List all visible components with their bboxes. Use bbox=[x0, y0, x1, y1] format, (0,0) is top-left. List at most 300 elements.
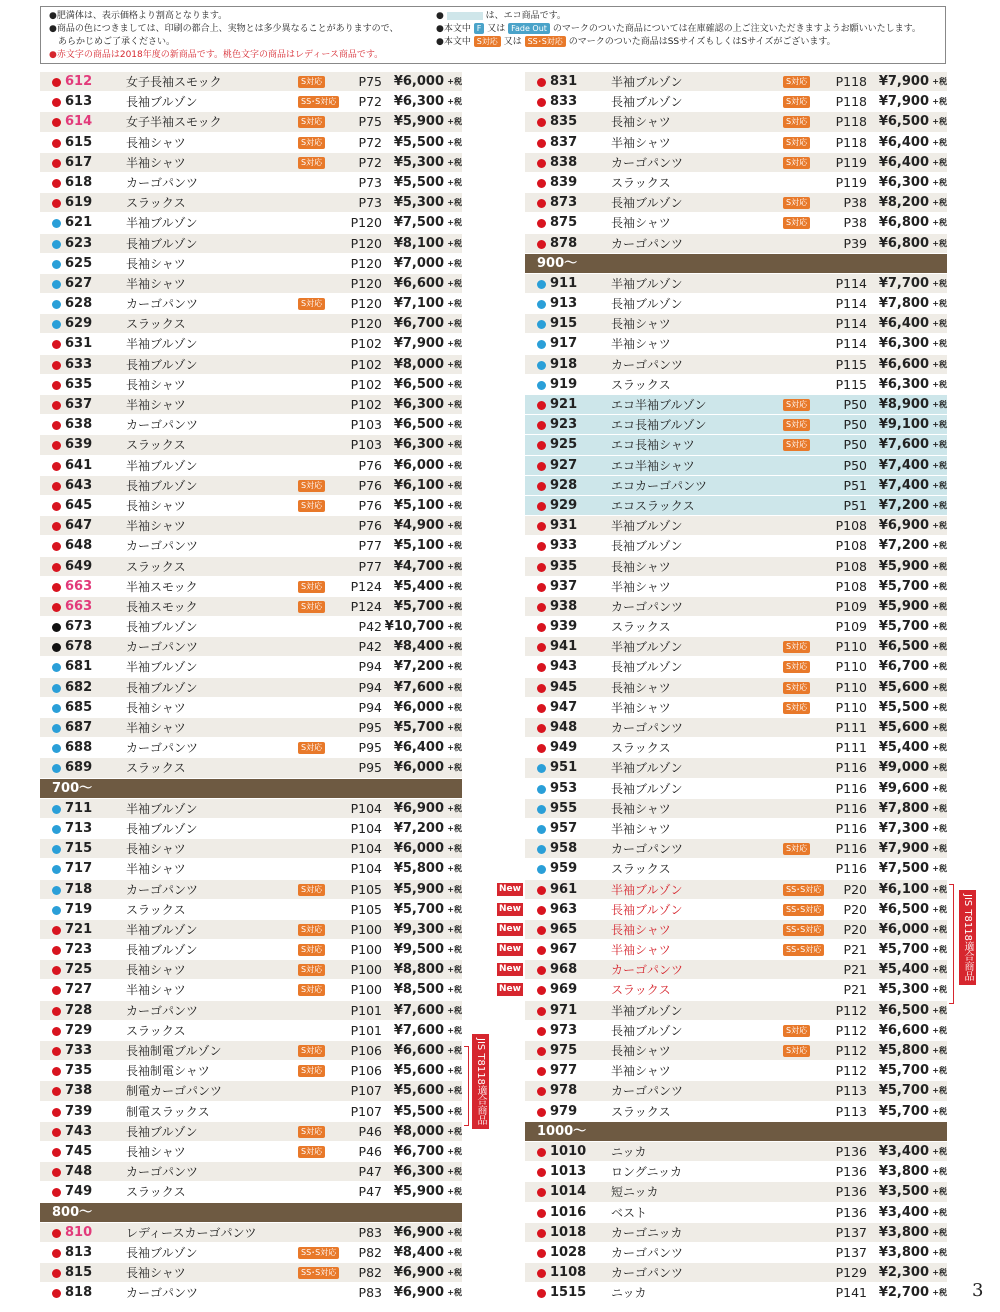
product-name: 長袖シャツ bbox=[611, 922, 671, 937]
product-name: 半袖ブルゾン bbox=[611, 640, 683, 655]
product-name: 長袖ブルゾン bbox=[611, 902, 683, 917]
size-badge: S対応 bbox=[298, 500, 325, 512]
product-row bbox=[40, 72, 462, 92]
product-code: 1108 bbox=[550, 1265, 587, 1281]
product-code: 619 bbox=[65, 195, 93, 211]
product-name: 半袖シャツ bbox=[126, 398, 186, 412]
product-row bbox=[40, 678, 462, 698]
tax-label: +税 bbox=[447, 420, 462, 430]
color-dot-icon bbox=[52, 1128, 61, 1137]
product-row bbox=[40, 920, 462, 940]
tax-label: +税 bbox=[447, 359, 462, 369]
catalog-page: P94 bbox=[358, 659, 382, 675]
tax-label: +税 bbox=[447, 117, 462, 127]
product-code: 645 bbox=[65, 497, 93, 513]
color-dot-icon bbox=[52, 502, 61, 511]
product-row bbox=[40, 799, 462, 819]
tax-label: +税 bbox=[447, 440, 462, 450]
product-name: 長袖シャツ bbox=[126, 377, 186, 392]
product-name: 半袖シャツ bbox=[611, 821, 671, 836]
product-name: カーゴパンツ bbox=[126, 297, 199, 312]
product-code: 939 bbox=[550, 619, 578, 635]
tax-label: +税 bbox=[447, 137, 462, 147]
price: ¥6,700 bbox=[878, 659, 929, 675]
catalog-page: P109 bbox=[835, 619, 867, 635]
tax-label: +税 bbox=[932, 1207, 947, 1217]
product-row bbox=[40, 334, 462, 354]
price: ¥6,500 bbox=[878, 901, 929, 917]
product-name: 長袖シャツ bbox=[126, 1144, 186, 1159]
product-row bbox=[40, 1081, 462, 1101]
product-row bbox=[40, 234, 462, 254]
new-badge: New bbox=[497, 963, 523, 976]
notes-box bbox=[40, 6, 946, 64]
tax-label: +税 bbox=[932, 238, 947, 248]
price: ¥7,700 bbox=[878, 275, 929, 291]
price: ¥6,300 bbox=[393, 437, 444, 453]
product-name: 長袖ブルゾン bbox=[126, 1245, 198, 1260]
product-row bbox=[525, 435, 947, 455]
product-row bbox=[40, 133, 462, 153]
product-row bbox=[40, 758, 462, 778]
color-dot-icon bbox=[537, 421, 546, 430]
product-code: 839 bbox=[550, 174, 578, 190]
tax-label: +税 bbox=[932, 379, 947, 389]
product-name: エコ半袖シャツ bbox=[611, 458, 695, 473]
tax-label: +税 bbox=[447, 662, 462, 672]
catalog-page: P20 bbox=[843, 901, 867, 917]
catalog-page: P118 bbox=[835, 74, 867, 89]
tax-label: +税 bbox=[932, 137, 947, 147]
tax-label: +税 bbox=[932, 1227, 947, 1237]
product-row bbox=[525, 1223, 947, 1243]
product-row bbox=[40, 536, 462, 556]
color-dot-icon bbox=[52, 583, 61, 592]
product-code: 639 bbox=[65, 437, 93, 453]
product-row bbox=[525, 819, 947, 839]
product-name: 長袖シャツ bbox=[126, 498, 186, 513]
catalog-page: P42 bbox=[358, 639, 382, 655]
catalog-page: P120 bbox=[350, 296, 382, 312]
notes-left bbox=[49, 10, 439, 62]
product-row bbox=[40, 577, 462, 597]
tax-label: +税 bbox=[932, 480, 947, 490]
product-row bbox=[40, 637, 462, 657]
product-row bbox=[525, 678, 947, 698]
color-dot-icon bbox=[537, 926, 546, 935]
product-name: 長袖ブルゾン bbox=[611, 196, 683, 211]
product-name: ベスト bbox=[611, 1205, 648, 1220]
product-code: 959 bbox=[550, 861, 578, 877]
catalog-page: P110 bbox=[835, 699, 867, 715]
catalog-page: P112 bbox=[835, 1043, 867, 1058]
tax-label: +税 bbox=[932, 844, 947, 854]
product-name: 半袖ブルゾン bbox=[611, 519, 683, 534]
fade-out-mark-icon: Fade Out bbox=[508, 23, 550, 34]
tax-label: +税 bbox=[932, 783, 947, 793]
catalog-page: P120 bbox=[350, 235, 382, 251]
product-row bbox=[525, 779, 947, 799]
product-row bbox=[525, 718, 947, 738]
product-code: 687 bbox=[65, 720, 93, 735]
jis-label-right: JIS T8118適合商品 bbox=[959, 890, 976, 985]
color-dot-icon bbox=[537, 785, 546, 794]
price: ¥5,400 bbox=[878, 962, 929, 978]
product-name: 長袖ブルゾン bbox=[611, 297, 683, 312]
catalog-page: P116 bbox=[835, 841, 867, 857]
price: ¥6,900 bbox=[393, 1285, 444, 1301]
size-badge: S対応 bbox=[298, 1146, 325, 1158]
tax-label: +税 bbox=[447, 723, 462, 732]
catalog-page: P102 bbox=[350, 397, 382, 412]
product-row bbox=[525, 1021, 947, 1041]
product-name: 長袖シャツ bbox=[611, 559, 671, 574]
tax-label: +税 bbox=[932, 218, 947, 228]
product-row bbox=[40, 1162, 462, 1182]
mata-label: 又は bbox=[487, 24, 506, 34]
price: ¥4,700 bbox=[393, 558, 444, 574]
product-code: 1014 bbox=[550, 1184, 587, 1200]
catalog-page: P124 bbox=[350, 578, 382, 594]
tax-label: +税 bbox=[932, 622, 947, 632]
color-dot-icon bbox=[52, 744, 61, 753]
color-dot-icon bbox=[537, 966, 546, 975]
product-row bbox=[525, 1041, 947, 1061]
color-dot-icon bbox=[537, 684, 546, 693]
product-code: 618 bbox=[65, 174, 93, 190]
product-code: 649 bbox=[65, 558, 93, 574]
tax-label: +税 bbox=[932, 521, 947, 531]
catalog-page: P83 bbox=[358, 1224, 382, 1240]
catalog-page: P108 bbox=[835, 518, 867, 534]
size-badge: SS･S対応 bbox=[783, 884, 824, 896]
product-name: カーゴパンツ bbox=[126, 1003, 199, 1018]
product-row bbox=[40, 476, 462, 496]
price: ¥6,900 bbox=[393, 1224, 444, 1240]
price: ¥7,500 bbox=[393, 215, 444, 231]
tax-label: +税 bbox=[932, 1025, 947, 1035]
size-badge: S対応 bbox=[298, 581, 325, 593]
price: ¥5,600 bbox=[393, 1063, 444, 1079]
product-name: レディースカーゴパンツ bbox=[126, 1225, 257, 1240]
size-badge: S対応 bbox=[298, 157, 325, 169]
product-row bbox=[40, 456, 462, 476]
product-row bbox=[40, 516, 462, 536]
color-dot-icon bbox=[52, 764, 61, 773]
product-row bbox=[40, 395, 462, 415]
color-dot-icon bbox=[52, 421, 61, 430]
product-code: 713 bbox=[65, 820, 93, 836]
product-row bbox=[525, 698, 947, 718]
product-name: 長袖シャツ bbox=[126, 1266, 186, 1281]
tax-label: +税 bbox=[932, 702, 947, 712]
product-code: 725 bbox=[65, 962, 93, 978]
catalog-page: P82 bbox=[358, 1244, 382, 1260]
product-row bbox=[525, 415, 947, 435]
color-dot-icon bbox=[52, 1188, 61, 1197]
catalog-page: P105 bbox=[350, 881, 382, 897]
product-row bbox=[525, 557, 947, 577]
product-code: 875 bbox=[550, 215, 578, 231]
product-row bbox=[525, 173, 947, 193]
note-line-red: ●赤文字の商品は2018年度の新商品です。桃色文字の商品はレディース商品です。 bbox=[49, 50, 384, 60]
product-name: 半袖ブルゾン bbox=[611, 1003, 683, 1018]
note-line: あらかじめご了承ください。 bbox=[49, 37, 176, 47]
catalog-page: P136 bbox=[835, 1184, 867, 1200]
catalog-page: P76 bbox=[358, 477, 382, 493]
size-badge: S対応 bbox=[783, 116, 810, 128]
product-row bbox=[40, 112, 462, 132]
size-badge: S対応 bbox=[783, 843, 810, 855]
tax-label: +税 bbox=[447, 1227, 462, 1237]
catalog-page: P110 bbox=[835, 639, 867, 655]
price: ¥5,700 bbox=[878, 1103, 929, 1119]
price: ¥6,100 bbox=[878, 881, 929, 897]
catalog-page: P46 bbox=[358, 1143, 382, 1159]
product-name: 長袖ブルゾン bbox=[611, 660, 683, 675]
product-code: 873 bbox=[550, 195, 578, 211]
product-row bbox=[525, 234, 947, 254]
tax-label: +税 bbox=[932, 359, 947, 369]
color-dot-icon bbox=[52, 643, 61, 652]
new-badge: New bbox=[497, 883, 523, 896]
product-name: 半袖ブルゾン bbox=[126, 801, 198, 816]
price: ¥5,500 bbox=[393, 174, 444, 190]
color-dot-icon bbox=[52, 78, 61, 87]
price: ¥6,700 bbox=[393, 316, 444, 332]
product-name: 長袖シャツ bbox=[611, 317, 671, 332]
price: ¥6,400 bbox=[878, 316, 929, 332]
price: ¥6,500 bbox=[393, 376, 444, 392]
color-dot-icon bbox=[537, 1108, 546, 1117]
product-code: 813 bbox=[65, 1244, 93, 1260]
product-code: 925 bbox=[550, 437, 578, 453]
catalog-page: P118 bbox=[835, 94, 867, 110]
note-size bbox=[436, 36, 946, 49]
color-dot-icon bbox=[52, 401, 61, 410]
tax-label: +税 bbox=[447, 500, 462, 510]
color-dot-icon bbox=[537, 139, 546, 148]
product-row bbox=[525, 880, 947, 900]
product-code: 933 bbox=[550, 538, 578, 554]
product-code: 968 bbox=[550, 962, 578, 978]
catalog-page: P95 bbox=[358, 740, 382, 756]
product-code: 941 bbox=[550, 639, 578, 655]
tax-label: +税 bbox=[447, 198, 462, 208]
price: ¥6,400 bbox=[878, 154, 929, 170]
note-eco: ● は、エコ商品です。 bbox=[436, 11, 566, 21]
size-badge: S対応 bbox=[298, 1065, 325, 1077]
product-name: 半袖ブルゾン bbox=[611, 761, 683, 776]
new-badge: New bbox=[497, 923, 523, 936]
product-row bbox=[525, 334, 947, 354]
catalog-page: P95 bbox=[358, 720, 382, 735]
product-name: ニッカ bbox=[611, 1286, 647, 1301]
product-code: 715 bbox=[65, 841, 93, 857]
product-code: 745 bbox=[65, 1143, 93, 1159]
size-badge: S対応 bbox=[298, 480, 325, 492]
catalog-page: P108 bbox=[835, 538, 867, 554]
product-code: 638 bbox=[65, 417, 93, 433]
product-row bbox=[40, 1263, 462, 1283]
product-code: 947 bbox=[550, 699, 578, 715]
tax-label: +税 bbox=[447, 480, 462, 490]
product-row bbox=[40, 375, 462, 395]
size-badge: S対応 bbox=[298, 984, 325, 996]
product-name: スラックス bbox=[611, 175, 671, 190]
price: ¥6,100 bbox=[393, 477, 444, 493]
tax-label: +税 bbox=[447, 1106, 462, 1116]
price: ¥5,700 bbox=[393, 598, 444, 614]
color-dot-icon bbox=[52, 966, 61, 975]
tax-label: +税 bbox=[447, 299, 462, 309]
tax-label: +税 bbox=[932, 864, 947, 874]
size-badge: S対応 bbox=[298, 1045, 325, 1057]
tax-label: +税 bbox=[932, 945, 947, 955]
catalog-page: P107 bbox=[350, 1083, 382, 1099]
price: ¥5,900 bbox=[393, 1184, 444, 1200]
jis-bracket-left bbox=[464, 1046, 469, 1126]
product-code: 647 bbox=[65, 518, 93, 534]
catalog-page: P77 bbox=[358, 538, 382, 554]
price: ¥7,900 bbox=[878, 94, 929, 110]
color-dot-icon bbox=[537, 542, 546, 551]
tax-label: +税 bbox=[932, 541, 947, 551]
product-code: 878 bbox=[550, 235, 578, 251]
product-name: 長袖ブルゾン bbox=[126, 821, 198, 836]
color-dot-icon bbox=[537, 805, 546, 814]
catalog-page: P103 bbox=[350, 417, 382, 433]
product-name: スラックス bbox=[126, 438, 186, 453]
tax-label: +税 bbox=[932, 1046, 947, 1055]
product-name: カーゴパンツ bbox=[611, 236, 684, 251]
tax-label: +税 bbox=[932, 1288, 947, 1298]
catalog-page: P50 bbox=[843, 397, 867, 412]
price: ¥6,300 bbox=[393, 397, 444, 412]
color-dot-icon bbox=[52, 361, 61, 370]
size-text: のマークのついた商品はSSサイズもしくはSサイズがございます。 bbox=[568, 37, 836, 47]
catalog-page: P137 bbox=[835, 1244, 867, 1260]
tax-label: +税 bbox=[932, 1106, 947, 1116]
product-name: 長袖シャツ bbox=[126, 842, 186, 857]
color-dot-icon bbox=[52, 684, 61, 693]
color-dot-icon bbox=[537, 280, 546, 289]
catalog-page: P72 bbox=[358, 154, 382, 170]
size-badge: S対応 bbox=[783, 157, 810, 169]
product-name: 長袖ブルゾン bbox=[126, 1124, 198, 1139]
product-name: 長袖制電シャツ bbox=[126, 1064, 210, 1079]
product-row bbox=[525, 799, 947, 819]
product-code: 631 bbox=[65, 336, 93, 352]
catalog-page: P50 bbox=[843, 437, 867, 453]
tax-label: +税 bbox=[447, 682, 462, 692]
price: ¥9,500 bbox=[393, 942, 444, 958]
catalog-page: P100 bbox=[350, 982, 382, 998]
price: ¥5,700 bbox=[878, 619, 929, 635]
tax-label: +税 bbox=[932, 1167, 947, 1177]
product-row bbox=[40, 1243, 462, 1263]
product-code: 979 bbox=[550, 1103, 578, 1119]
product-row bbox=[525, 536, 947, 556]
tax-label: +税 bbox=[447, 965, 462, 975]
product-name: カーゴパンツ bbox=[611, 599, 684, 614]
jis-label-left: JIS T8118適合商品 bbox=[472, 1034, 489, 1129]
product-name: スラックス bbox=[126, 1023, 186, 1038]
product-code: 623 bbox=[65, 235, 93, 251]
product-row bbox=[525, 900, 947, 920]
product-code: 835 bbox=[550, 114, 578, 130]
product-name: 女子半袖スモック bbox=[126, 115, 222, 130]
catalog-page: P51 bbox=[843, 477, 867, 493]
color-dot-icon bbox=[52, 219, 61, 228]
price: ¥5,500 bbox=[393, 1103, 444, 1119]
catalog-page: P116 bbox=[835, 780, 867, 796]
product-code: 938 bbox=[550, 598, 578, 614]
product-name: 半袖シャツ bbox=[611, 579, 671, 594]
product-row bbox=[40, 1021, 462, 1041]
tax-label: +税 bbox=[932, 339, 947, 349]
product-name: 長袖ブルゾン bbox=[611, 539, 683, 554]
tax-label: +税 bbox=[447, 743, 462, 753]
section-header: 700～ bbox=[40, 779, 462, 799]
product-name: スラックス bbox=[126, 761, 186, 776]
price: ¥9,000 bbox=[878, 760, 929, 776]
product-row bbox=[40, 193, 462, 213]
product-row bbox=[40, 657, 462, 677]
price: ¥7,600 bbox=[878, 437, 929, 453]
catalog-page: P77 bbox=[358, 558, 382, 574]
color-dot-icon bbox=[537, 462, 546, 471]
price: ¥6,500 bbox=[878, 114, 929, 130]
color-dot-icon bbox=[52, 1007, 61, 1016]
catalog-page: P76 bbox=[358, 457, 382, 473]
price: ¥9,100 bbox=[878, 417, 929, 433]
size-badge: SS･S対応 bbox=[783, 944, 824, 956]
product-name: 半袖ブルゾン bbox=[126, 922, 198, 937]
tax-label: +税 bbox=[932, 803, 947, 813]
tax-label: +税 bbox=[447, 1086, 462, 1096]
price: ¥5,900 bbox=[878, 558, 929, 574]
tax-label: +税 bbox=[932, 662, 947, 672]
product-code: 967 bbox=[550, 942, 578, 958]
product-row bbox=[525, 1142, 947, 1162]
catalog-page: P50 bbox=[843, 417, 867, 433]
catalog-page: P39 bbox=[843, 235, 867, 251]
catalog-page: P75 bbox=[358, 74, 382, 89]
price: ¥6,000 bbox=[393, 74, 444, 89]
product-name: 長袖シャツ bbox=[126, 135, 186, 150]
catalog-page: P100 bbox=[350, 962, 382, 978]
tax-label: +税 bbox=[932, 198, 947, 208]
product-row bbox=[40, 92, 462, 112]
size-badge: S対応 bbox=[298, 137, 325, 149]
catalog-page: P120 bbox=[350, 316, 382, 332]
product-code: 1515 bbox=[550, 1285, 587, 1301]
catalog-page: P46 bbox=[358, 1123, 382, 1139]
catalog-page: P106 bbox=[350, 1043, 382, 1058]
size-badge: S対応 bbox=[783, 399, 810, 411]
price: ¥6,800 bbox=[878, 215, 929, 231]
product-name: 短ニッカ bbox=[611, 1185, 659, 1200]
size-badge: S対応 bbox=[298, 1126, 325, 1138]
tax-label: +税 bbox=[932, 1005, 947, 1015]
product-code: 711 bbox=[65, 800, 93, 816]
product-row bbox=[525, 960, 947, 980]
catalog-page: P120 bbox=[350, 215, 382, 231]
catalog-page: P104 bbox=[350, 861, 382, 877]
price: ¥5,700 bbox=[878, 1063, 929, 1079]
color-dot-icon bbox=[52, 139, 61, 148]
